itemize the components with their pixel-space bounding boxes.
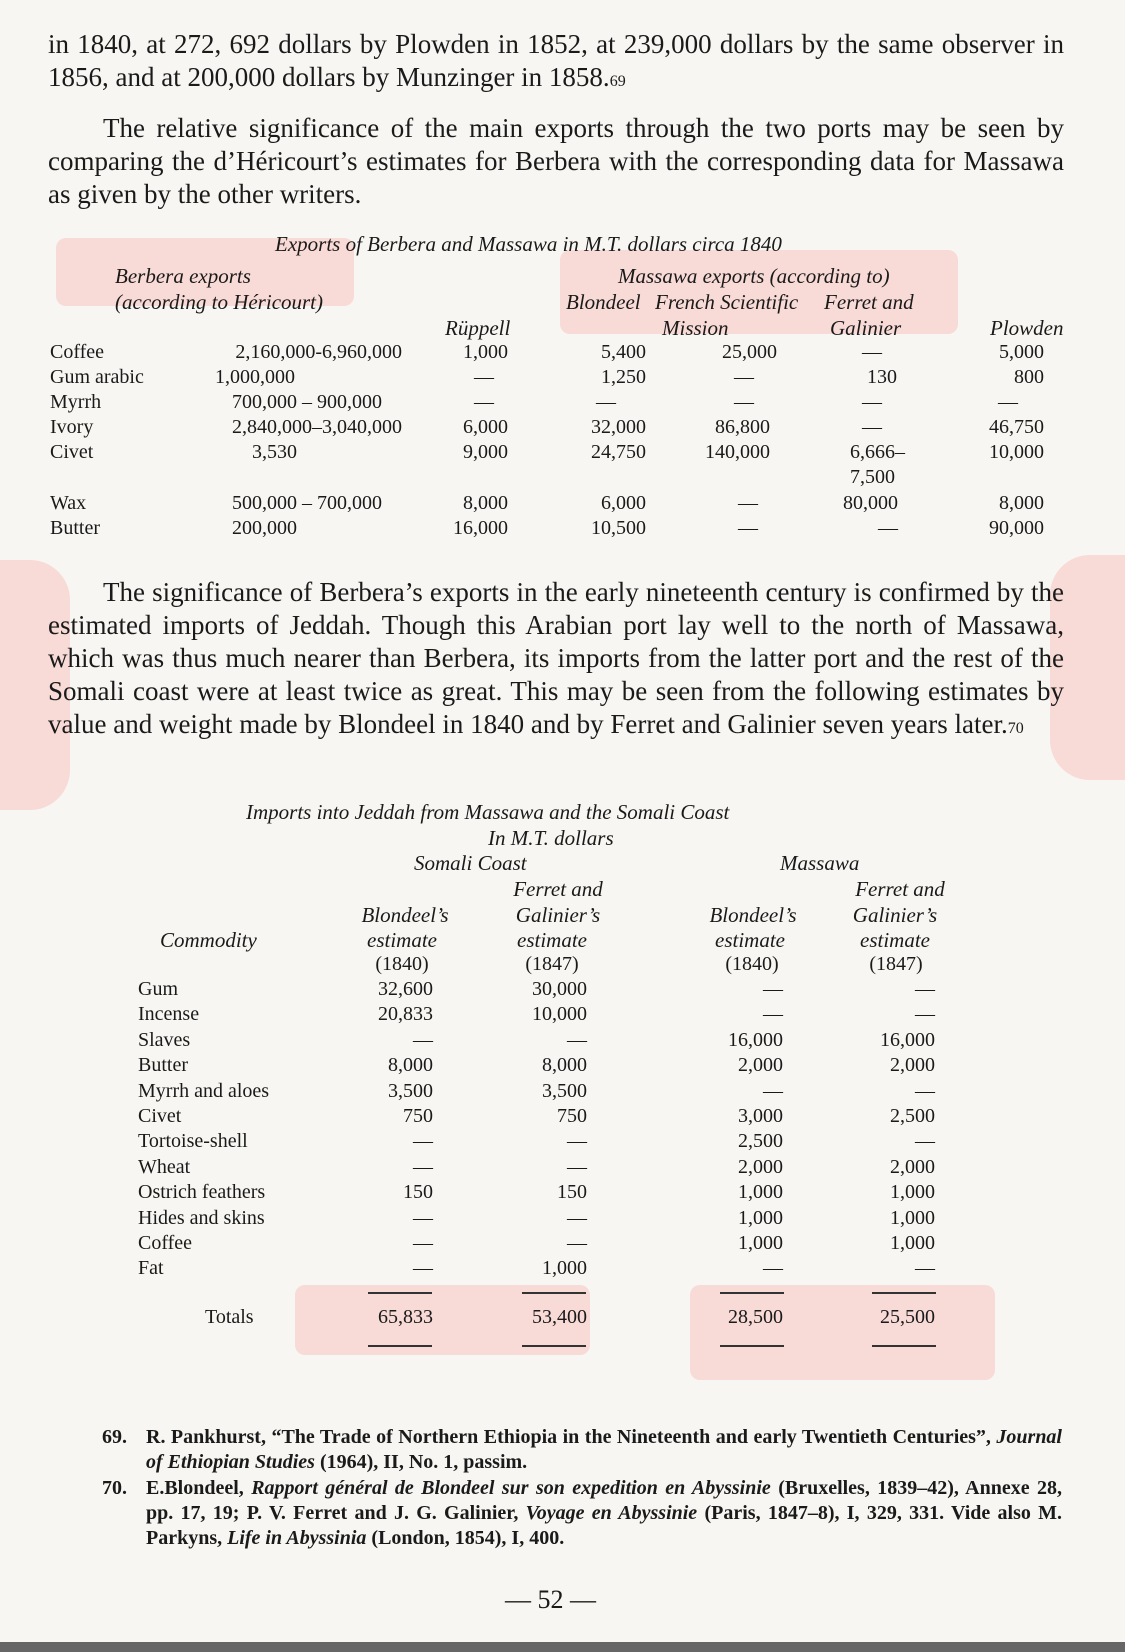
blondeel-value: 6,000 [601, 492, 646, 514]
massawa-blondeel-head-1: Blondeel’s [709, 903, 797, 927]
massawa-blondeel-year: (1840) [725, 953, 779, 975]
french-value: — [734, 366, 754, 388]
somali-ferret-head-3: estimate [517, 928, 587, 952]
somali-ferret-year: (1847) [525, 953, 579, 975]
blondeel-value: — [596, 391, 616, 413]
massawa-blondeel-value: 1,000 [738, 1207, 783, 1229]
french-value: 86,800 [715, 416, 770, 438]
ferret-value-cont: 7,500 [850, 466, 895, 488]
somali-coast-header: Somali Coast [414, 851, 527, 875]
col-head-galinier: Galinier [830, 316, 902, 340]
somali-blondeel-value: — [413, 1156, 433, 1178]
row-label: Butter [50, 517, 100, 539]
massawa-ferret-value: — [915, 978, 935, 1000]
massawa-blondeel-value: — [763, 978, 783, 1000]
berbera-header-line2: (according to Héricourt) [115, 290, 324, 314]
footnote-70 [102, 1476, 1062, 1551]
massawa-blondeel-value: 1,000 [738, 1181, 783, 1203]
blondeel-value: 1,250 [601, 366, 646, 388]
massawa-blondeel-value: — [763, 1080, 783, 1102]
blondeel-value: 32,000 [591, 416, 646, 438]
somali-blondeel-value: — [413, 1232, 433, 1254]
footnote-text: (London, 1854), I, 400. [371, 1527, 565, 1549]
footnote-text: (1964), II, No. 1, passim. [319, 1451, 528, 1473]
french-value: — [734, 391, 754, 413]
totals-somali-ferret: 53,400 [532, 1306, 587, 1328]
somali-blondeel-value: — [413, 1207, 433, 1229]
row-label: Gum arabic [50, 366, 144, 388]
massawa-blondeel-value: 1,000 [738, 1232, 783, 1254]
massawa-ferret-value: 1,000 [890, 1232, 935, 1254]
plowden-value: 90,000 [989, 517, 1044, 539]
footnote-body [146, 1476, 1062, 1551]
somali-blondeel-head-1: Blondeel’s [361, 903, 449, 927]
somali-blondeel-year: (1840) [375, 953, 429, 975]
imports-table-caption: Imports into Jeddah from Massawa and the Somali Coast [246, 800, 730, 824]
commodity-name: Civet [138, 1105, 182, 1127]
somali-blondeel-value: 3,500 [388, 1080, 433, 1102]
massawa-blondeel-head-2: estimate [715, 928, 785, 952]
screen-bottom-bar [0, 1642, 1125, 1652]
blondeel-value: 10,500 [591, 517, 646, 539]
footnote-ref-70[interactable]: 70 [1007, 720, 1024, 737]
somali-ferret-total-rule-top [522, 1292, 586, 1294]
somali-ferret-value: 1,000 [542, 1257, 587, 1279]
footnote-69 [102, 1425, 1062, 1475]
massawa-ferret-value: — [915, 1080, 935, 1102]
somali-blondeel-value: — [413, 1130, 433, 1152]
massawa-ferret-value: 16,000 [880, 1029, 935, 1051]
ruppell-value: 1,000 [463, 341, 508, 363]
paragraph-3-text: The significance of Berbera’s exports in the early nineteenth century is confirmed by the estimated imports of Jeddah. Though this Arabian port lay well to the north of Massawa, which was thus much nearer than Berbera, its imports from the latter port and the rest of the Somali coast were at least twice as great. This may be seen from the following estimates by value and weight made by Blondeel in 1840 and by Ferret and Galinier seven years later. [48, 577, 1064, 739]
somali-ferret-value: — [567, 1156, 587, 1178]
massawa-ferret-value: — [915, 1130, 935, 1152]
somali-blondeel-value: 150 [403, 1181, 433, 1203]
massawa-ferret-value: 1,000 [890, 1207, 935, 1229]
berbera-value: 500,000 – 700,000 [232, 492, 382, 514]
commodity-header: Commodity [160, 928, 257, 952]
french-value: 140,000 [705, 441, 770, 463]
plowden-value: 5,000 [999, 341, 1044, 363]
totals-somali-blondeel: 65,833 [378, 1306, 433, 1328]
blondeel-value: 5,400 [601, 341, 646, 363]
massawa-ferret-head-2: Galinier’s [852, 903, 938, 927]
commodity-name: Hides and skins [138, 1207, 265, 1229]
col-head-blondeel: Blondeel [566, 290, 641, 314]
ferret-value: — [862, 391, 882, 413]
col-head-ferret: Ferret and [824, 290, 914, 314]
plowden-value: 8,000 [999, 492, 1044, 514]
paragraph-2 [48, 112, 1064, 211]
berbera-value: 200,000 [232, 517, 297, 539]
footnote-title: Rapport général de Blondeel sur son expedition en Abyssinie [251, 1477, 771, 1499]
somali-blondeel-value: 20,833 [378, 1003, 433, 1025]
massawa-ferret-head-1: Ferret and [855, 877, 945, 901]
col-head-ruppell: Rüppell [445, 316, 511, 340]
berbera-value: 1,000,000 [215, 366, 295, 388]
totals-massawa-blondeel: 28,500 [728, 1306, 783, 1328]
massawa-ferret-year: (1847) [869, 953, 923, 975]
ferret-value: — [862, 416, 882, 438]
totals-label: Totals [205, 1306, 254, 1328]
berbera-value: 700,000 – 900,000 [232, 391, 382, 413]
massawa-blondeel-value: 3,000 [738, 1105, 783, 1127]
paragraph-1-text: in 1840, at 272, 692 dollars by Plowden in 1852, at 239,000 dollars by the same observer in 1856, and at 200,000 dollars by Munzinger in 1858. [48, 29, 1064, 92]
berbera-value: 2,840,000–3,040,000 [232, 416, 402, 438]
imports-table-subcaption: In M.T. dollars [488, 826, 614, 850]
berbera-header-line1: Berbera exports [115, 264, 251, 288]
row-label: Civet [50, 441, 94, 463]
somali-ferret-value: — [567, 1207, 587, 1229]
footnote-body [146, 1425, 1062, 1475]
somali-blondeel-value: 750 [403, 1105, 433, 1127]
french-value: 25,000 [722, 341, 777, 363]
row-label: Wax [50, 492, 87, 514]
somali-blondeel-head-2: estimate [367, 928, 437, 952]
somali-blondeel-value: 32,600 [378, 978, 433, 1000]
berbera-value: 3,530 [252, 441, 297, 463]
ruppell-value: 9,000 [463, 441, 508, 463]
somali-ferret-head-2: Galinier’s [515, 903, 601, 927]
plowden-value: 10,000 [989, 441, 1044, 463]
paragraph-1 [48, 28, 1064, 98]
footnote-title: Voyage en Abyssinie [525, 1502, 698, 1524]
row-label: Myrrh [50, 391, 102, 413]
row-label: Coffee [50, 341, 105, 363]
somali-ferret-value: 10,000 [532, 1003, 587, 1025]
massawa-ferret-total-rule-top [872, 1292, 936, 1294]
col-head-mission: Mission [662, 316, 729, 340]
somali-blondeel-value: 8,000 [388, 1054, 433, 1076]
somali-ferret-value: 750 [557, 1105, 587, 1127]
paragraph-3 [48, 576, 1064, 745]
massawa-header: Massawa [780, 851, 860, 875]
commodity-name: Gum [138, 978, 178, 1000]
highlight-totals-massawa [690, 1285, 995, 1380]
french-value: — [738, 492, 758, 514]
somali-blondeel-total-rule-bottom [368, 1345, 432, 1347]
plowden-value: 46,750 [989, 416, 1044, 438]
page-number: — 52 — [505, 1585, 596, 1614]
massawa-ferret-value: 1,000 [890, 1181, 935, 1203]
massawa-blondeel-value: 16,000 [728, 1029, 783, 1051]
blondeel-value: 24,750 [591, 441, 646, 463]
ferret-value: — [878, 517, 898, 539]
commodity-name: Coffee [138, 1232, 193, 1254]
somali-ferret-value: — [567, 1130, 587, 1152]
massawa-blondeel-value: 2,000 [738, 1156, 783, 1178]
massawa-ferret-value: — [915, 1257, 935, 1279]
commodity-name: Butter [138, 1054, 188, 1076]
col-head-plowden: Plowden [990, 316, 1064, 340]
ruppell-value: 8,000 [463, 492, 508, 514]
footnote-title: Journal of Ethiopian Studies [146, 1426, 1062, 1473]
massawa-ferret-value: 2,500 [890, 1105, 935, 1127]
commodity-name: Ostrich feathers [138, 1181, 266, 1203]
footnote-ref-69[interactable]: 69 [609, 73, 626, 90]
exports-table-caption: Exports of Berbera and Massawa in M.T. dollars circa 1840 [275, 232, 782, 256]
french-value: — [738, 517, 758, 539]
commodity-name: Myrrh and aloes [138, 1080, 270, 1102]
footnote-number: 69. [102, 1426, 127, 1448]
massawa-header: Massawa exports (according to) [618, 264, 890, 288]
ferret-value: — [862, 341, 882, 363]
massawa-ferret-value: — [915, 1003, 935, 1025]
massawa-ferret-head-3: estimate [860, 928, 930, 952]
ruppell-value: — [474, 366, 494, 388]
somali-ferret-value: — [567, 1029, 587, 1051]
somali-blondeel-value: — [413, 1257, 433, 1279]
footnote-text: R. Pankhurst, “The Trade of Northern Ethiopia in the Nineteenth and early Twentieth Centuries”, [146, 1426, 991, 1448]
plowden-value: — [998, 391, 1018, 413]
massawa-blondeel-value: 2,000 [738, 1054, 783, 1076]
commodity-name: Tortoise-shell [138, 1130, 248, 1152]
row-label: Ivory [50, 416, 94, 438]
paragraph-2-text: The relative significance of the main exports through the two ports may be seen by comparing the d’Héricourt’s estimates for Berbera with the corresponding data for Massawa as given by the other writers. [48, 113, 1064, 209]
col-head-french: French Scientific [655, 290, 799, 314]
massawa-blondeel-value: — [763, 1003, 783, 1025]
massawa-ferret-value: 2,000 [890, 1156, 935, 1178]
ferret-value: 6,666– [850, 441, 905, 463]
ferret-value: 130 [867, 366, 897, 388]
somali-ferret-value: 8,000 [542, 1054, 587, 1076]
commodity-name: Incense [138, 1003, 200, 1025]
footnote-number: 70. [102, 1477, 127, 1499]
somali-ferret-total-rule-bottom [522, 1345, 586, 1347]
massawa-ferret-value: 2,000 [890, 1054, 935, 1076]
footnote-text: E.Blondeel, [146, 1477, 244, 1499]
commodity-name: Wheat [138, 1156, 191, 1178]
somali-ferret-value: — [567, 1232, 587, 1254]
somali-ferret-value: 30,000 [532, 978, 587, 1000]
ruppell-value: — [474, 391, 494, 413]
footnote-text: (Paris, 1847–8), I, 329, 331. Vide also M. Parkyns, [146, 1502, 1063, 1549]
massawa-ferret-total-rule-bottom [872, 1345, 936, 1347]
totals-massawa-ferret: 25,500 [880, 1306, 935, 1328]
ruppell-value: 6,000 [463, 416, 508, 438]
somali-ferret-value: 3,500 [542, 1080, 587, 1102]
massawa-blondeel-total-rule-bottom [720, 1345, 784, 1347]
somali-ferret-head-1: Ferret and [513, 877, 603, 901]
ruppell-value: 16,000 [453, 517, 508, 539]
footnote-text: (Bruxelles, 1839–42), Annexe 28, pp. 17, 19; P. V. Ferret and J. G. Galinier, [146, 1477, 1063, 1524]
somali-blondeel-total-rule-top [368, 1292, 432, 1294]
commodity-name: Slaves [138, 1029, 191, 1051]
massawa-blondeel-value: — [763, 1257, 783, 1279]
footnote-title: Life in Abyssinia [227, 1527, 367, 1549]
somali-ferret-value: 150 [557, 1181, 587, 1203]
berbera-value: 2,160,000-6,960,000 [235, 341, 402, 363]
commodity-name: Fat [138, 1257, 164, 1279]
plowden-value: 800 [1014, 366, 1044, 388]
massawa-blondeel-value: 2,500 [738, 1130, 783, 1152]
somali-blondeel-value: — [413, 1029, 433, 1051]
ferret-value: 80,000 [843, 492, 898, 514]
massawa-blondeel-total-rule-top [720, 1292, 784, 1294]
